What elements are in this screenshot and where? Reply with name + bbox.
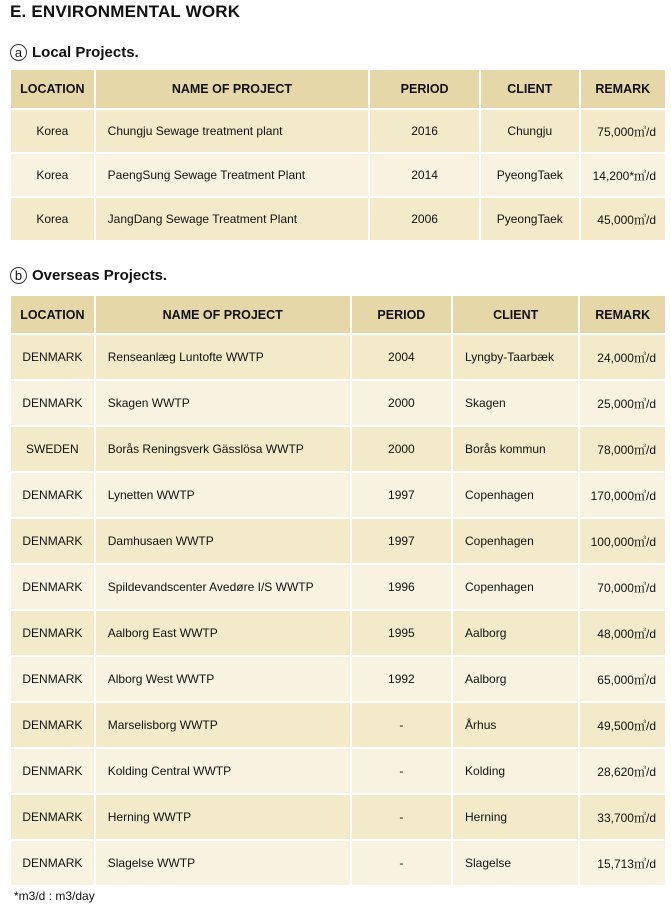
remark-cell: 100,000㎥/d — [580, 519, 665, 563]
table-row — [11, 154, 665, 196]
header-remark: REMARK — [580, 296, 665, 333]
remark-cell: 15,713㎥/d — [580, 841, 665, 885]
location-cell: DENMARK — [11, 749, 94, 793]
header-remark: REMARK — [581, 70, 666, 108]
project-name-cell: Skagen WWTP — [96, 381, 350, 425]
client-cell: Slagelse — [453, 841, 578, 885]
location-cell: Korea — [11, 110, 94, 152]
period-cell: 2000 — [352, 381, 451, 425]
overseas-projects-heading — [10, 267, 167, 284]
client-cell: Herning — [453, 795, 578, 839]
table-row — [11, 427, 665, 471]
footnote: *m3/d : m3/day — [14, 889, 95, 903]
remark-cell: 24,000㎥/d — [580, 335, 665, 379]
header-location: LOCATION — [11, 70, 94, 108]
project-name-cell: Slagelse WWTP — [96, 841, 350, 885]
location-cell: Korea — [11, 198, 94, 240]
table-row — [11, 657, 665, 701]
period-cell: 1997 — [352, 473, 451, 517]
remark-cell: 70,000㎥/d — [580, 565, 665, 609]
header-name: NAME OF PROJECT — [96, 296, 350, 333]
table-header-row — [11, 296, 665, 333]
client-cell: Aalborg — [453, 657, 578, 701]
period-cell: - — [352, 703, 451, 747]
project-name-cell: PaengSung Sewage Treatment Plant — [96, 154, 368, 196]
header-period: PERIOD — [370, 70, 479, 108]
client-cell: Århus — [453, 703, 578, 747]
remark-cell: 78,000㎥/d — [580, 427, 665, 471]
table-header-row — [11, 70, 665, 108]
local-projects-title: Local Projects. — [32, 44, 139, 61]
client-cell: Aalborg — [453, 611, 578, 655]
table-row — [11, 110, 665, 152]
table-row — [11, 473, 665, 517]
period-cell: - — [352, 795, 451, 839]
local-rows — [11, 110, 665, 240]
project-name-cell: Chungju Sewage treatment plant — [96, 110, 368, 152]
location-cell: DENMARK — [11, 519, 94, 563]
remark-cell: 25,000㎥/d — [580, 381, 665, 425]
client-cell: Copenhagen — [453, 519, 578, 563]
project-name-cell: Renseanlæg Luntofte WWTP — [96, 335, 350, 379]
overseas-projects-title: Overseas Projects. — [32, 267, 168, 284]
remark-cell: 14,200*㎥/d — [581, 154, 666, 196]
location-cell: DENMARK — [11, 703, 94, 747]
page-title: E. ENVIRONMENTAL WORK — [10, 2, 241, 21]
client-cell: Copenhagen — [453, 565, 578, 609]
location-cell: SWEDEN — [11, 427, 94, 471]
period-cell: 2016 — [370, 110, 479, 152]
remark-cell: 49,500㎥/d — [580, 703, 665, 747]
table-row — [11, 519, 665, 563]
table-row — [11, 703, 665, 747]
client-cell: Copenhagen — [453, 473, 578, 517]
table-row — [11, 565, 665, 609]
project-name-cell: Alborg West WWTP — [96, 657, 350, 701]
table-row — [11, 749, 665, 793]
project-name-cell: Kolding Central WWTP — [96, 749, 350, 793]
location-cell: DENMARK — [11, 335, 94, 379]
table-row — [11, 611, 665, 655]
location-cell: DENMARK — [11, 841, 94, 885]
location-cell: DENMARK — [11, 473, 94, 517]
location-cell: DENMARK — [11, 657, 94, 701]
table-row — [11, 335, 665, 379]
table-row — [11, 381, 665, 425]
project-name-cell: Lynetten WWTP — [96, 473, 350, 517]
remark-cell: 170,000㎥/d — [580, 473, 665, 517]
client-cell: Skagen — [453, 381, 578, 425]
section-marker-a: a — [10, 44, 27, 61]
table-row — [11, 795, 665, 839]
period-cell: 1995 — [352, 611, 451, 655]
header-name: NAME OF PROJECT — [96, 70, 368, 108]
period-cell: - — [352, 841, 451, 885]
local-projects-table — [9, 68, 667, 242]
client-cell: Kolding — [453, 749, 578, 793]
project-name-cell: JangDang Sewage Treatment Plant — [96, 198, 368, 240]
client-cell: Borås kommun — [453, 427, 578, 471]
period-cell: - — [352, 749, 451, 793]
period-cell: 1997 — [352, 519, 451, 563]
remark-cell: 28,620㎥/d — [580, 749, 665, 793]
client-cell: PyeongTaek — [481, 154, 578, 196]
remark-cell: 48,000㎥/d — [580, 611, 665, 655]
overseas-projects-table — [9, 294, 667, 887]
period-cell: 2000 — [352, 427, 451, 471]
remark-cell: 45,000㎥/d — [581, 198, 666, 240]
header-client: CLIENT — [453, 296, 578, 333]
client-cell: PyeongTaek — [481, 198, 578, 240]
project-name-cell: Marselisborg WWTP — [96, 703, 350, 747]
remark-cell: 65,000㎥/d — [580, 657, 665, 701]
project-name-cell: Damhusaen WWTP — [96, 519, 350, 563]
project-name-cell: Spildevandscenter Avedøre I/S WWTP — [96, 565, 350, 609]
project-name-cell: Borås Reningsverk Gässlösa WWTP — [96, 427, 350, 471]
client-cell: Chungju — [481, 110, 578, 152]
period-cell: 1992 — [352, 657, 451, 701]
period-cell: 2006 — [370, 198, 479, 240]
section-marker-b: b — [10, 267, 27, 284]
table-row — [11, 841, 665, 885]
location-cell: DENMARK — [11, 381, 94, 425]
location-cell: Korea — [11, 154, 94, 196]
period-cell: 1996 — [352, 565, 451, 609]
project-name-cell: Herning WWTP — [96, 795, 350, 839]
header-client: CLIENT — [481, 70, 578, 108]
client-cell: Lyngby-Taarbæk — [453, 335, 578, 379]
project-name-cell: Aalborg East WWTP — [96, 611, 350, 655]
location-cell: DENMARK — [11, 611, 94, 655]
local-projects-heading — [10, 44, 139, 61]
remark-cell: 75,000㎥/d — [581, 110, 666, 152]
overseas-rows — [11, 335, 665, 885]
table-row — [11, 198, 665, 240]
remark-cell: 33,700㎥/d — [580, 795, 665, 839]
header-location: LOCATION — [11, 296, 94, 333]
period-cell: 2014 — [370, 154, 479, 196]
location-cell: DENMARK — [11, 565, 94, 609]
location-cell: DENMARK — [11, 795, 94, 839]
period-cell: 2004 — [352, 335, 451, 379]
header-period: PERIOD — [352, 296, 451, 333]
